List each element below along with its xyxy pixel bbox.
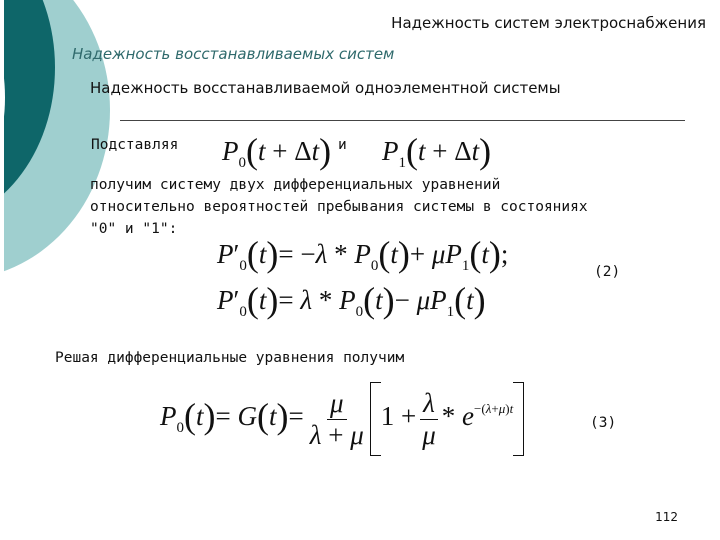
- slide-header: Надежность систем электроснабжения: [391, 14, 706, 32]
- equation-system-line-1: $P'_0(t)= -\lambda * P_0(t)+ \mu P_1(t)$;: [217, 234, 509, 274]
- equation-number-2: (2): [594, 264, 621, 280]
- body-text-line: относительно вероятностей пребывания системы в состояниях: [90, 199, 588, 215]
- section-heading: Надежность восстанавливаемой одноэлементной системы: [90, 79, 561, 97]
- body-text-line: получим систему двух дифференциальных уравнений: [90, 177, 501, 193]
- page-number: 112: [655, 510, 678, 524]
- formula-p0-substitution: $P_0(t + \Delta t)$: [222, 131, 332, 171]
- slide-subtitle: Надежность восстанавливаемых систем: [72, 45, 395, 63]
- equation-number-3: (3): [590, 415, 617, 431]
- decorative-edge: [0, 0, 4, 540]
- and-label: и: [338, 137, 347, 153]
- formula-p1-substitution: $P_1(t + \Delta t)$: [382, 131, 492, 171]
- body-text-line: "0" и "1":: [90, 221, 178, 237]
- divider-line: [120, 120, 685, 121]
- solve-text: Решая дифференциальные уравнения получим: [55, 350, 405, 366]
- substitute-label: Подставляя: [91, 137, 179, 153]
- equation-system-line-2: $P'_0(t)= \lambda * P_0(t)- \mu P_1(t)$: [217, 280, 486, 320]
- equation-solution: $P_0(t)= G(t)=$ $\frac{\mu}{\lambda + \mu}$ 1 + $\frac{\lambda}{\mu}$ * $e^{-(\lambda+\mu)t}$: [160, 382, 524, 456]
